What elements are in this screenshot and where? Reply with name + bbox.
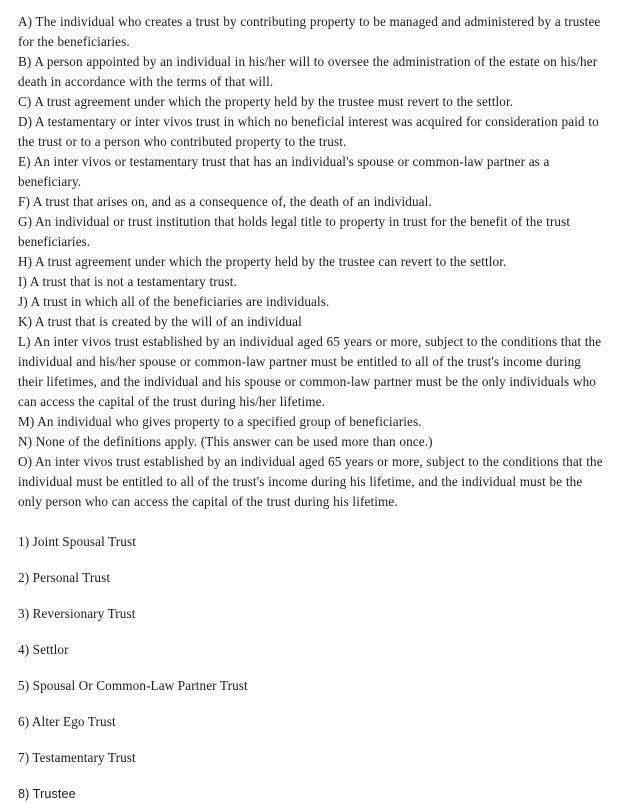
definition-item-h: H) A trust agreement under which the property held by the trustee can revert to the settlor.: [18, 254, 507, 269]
definition-item-m: M) An individual who gives property to a specified group of beneficiaries.: [18, 414, 422, 429]
definition-item-e: E) An inter vivos or testamentary trust that has an individual's spouse or common-law partner as a beneficiary.: [18, 154, 550, 189]
definition-item-o: O) An inter vivos trust established by an individual aged 65 years or more, subject to the conditions that the individual must be entitled to all of the trust's income during his lifetime, and the individual must be the only person who can access the capital of the trust during his lifetime.: [18, 454, 603, 509]
definition-item-d: D) A testamentary or inter vivos trust in which no beneficial interest was acquired for consideration paid to the trust or to a person who contributed property to the trust.: [18, 114, 599, 149]
definition-item-c: C) A trust agreement under which the property held by the trustee must revert to the settlor.: [18, 94, 514, 109]
terms-list: [18, 532, 603, 804]
term-item-2: 2) Personal Trust: [18, 570, 111, 585]
definition-item-n: N) None of the definitions apply. (This answer can be used more than once.): [18, 434, 433, 449]
definitions-list: [18, 12, 603, 512]
term-item-7: 7) Testamentary Trust: [18, 750, 136, 765]
term-item-5: 5) Spousal Or Common-Law Partner Trust: [18, 678, 248, 693]
term-item-3: 3) Reversionary Trust: [18, 606, 136, 621]
term-item-8: 8) Trustee: [18, 787, 76, 801]
definition-item-f: F) A trust that arises on, and as a consequence of, the death of an individual.: [18, 194, 432, 209]
definition-item-j: J) A trust in which all of the beneficiaries are individuals.: [18, 294, 330, 309]
term-item-4: 4) Settlor: [18, 642, 69, 657]
definition-item-b: B) A person appointed by an individual in his/her will to oversee the administration of the estate on his/her death in accordance with the terms of that will.: [18, 54, 598, 89]
definition-item-a: A) The individual who creates a trust by contributing property to be managed and administered by a trustee for the beneficiaries.: [18, 14, 601, 49]
term-item-1: 1) Joint Spousal Trust: [18, 534, 137, 549]
definition-item-k: K) A trust that is created by the will of an individual: [18, 314, 302, 329]
definition-item-l: L) An inter vivos trust established by an individual aged 65 years or more, subject to the conditions that the individual and his/her spouse or common-law partner must be entitled to all of the trust's income during their lifetimes, and the individual and his spouse or common-law partner must be the only individuals who can access the capital of the trust during his/her lifetime.: [18, 334, 602, 409]
definition-item-i: I) A trust that is not a testamentary trust.: [18, 274, 237, 289]
definition-item-g: G) An individual or trust institution that holds legal title to property in trust for the benefit of the trust beneficiaries.: [18, 214, 571, 249]
term-item-6: 6) Alter Ego Trust: [18, 714, 116, 729]
